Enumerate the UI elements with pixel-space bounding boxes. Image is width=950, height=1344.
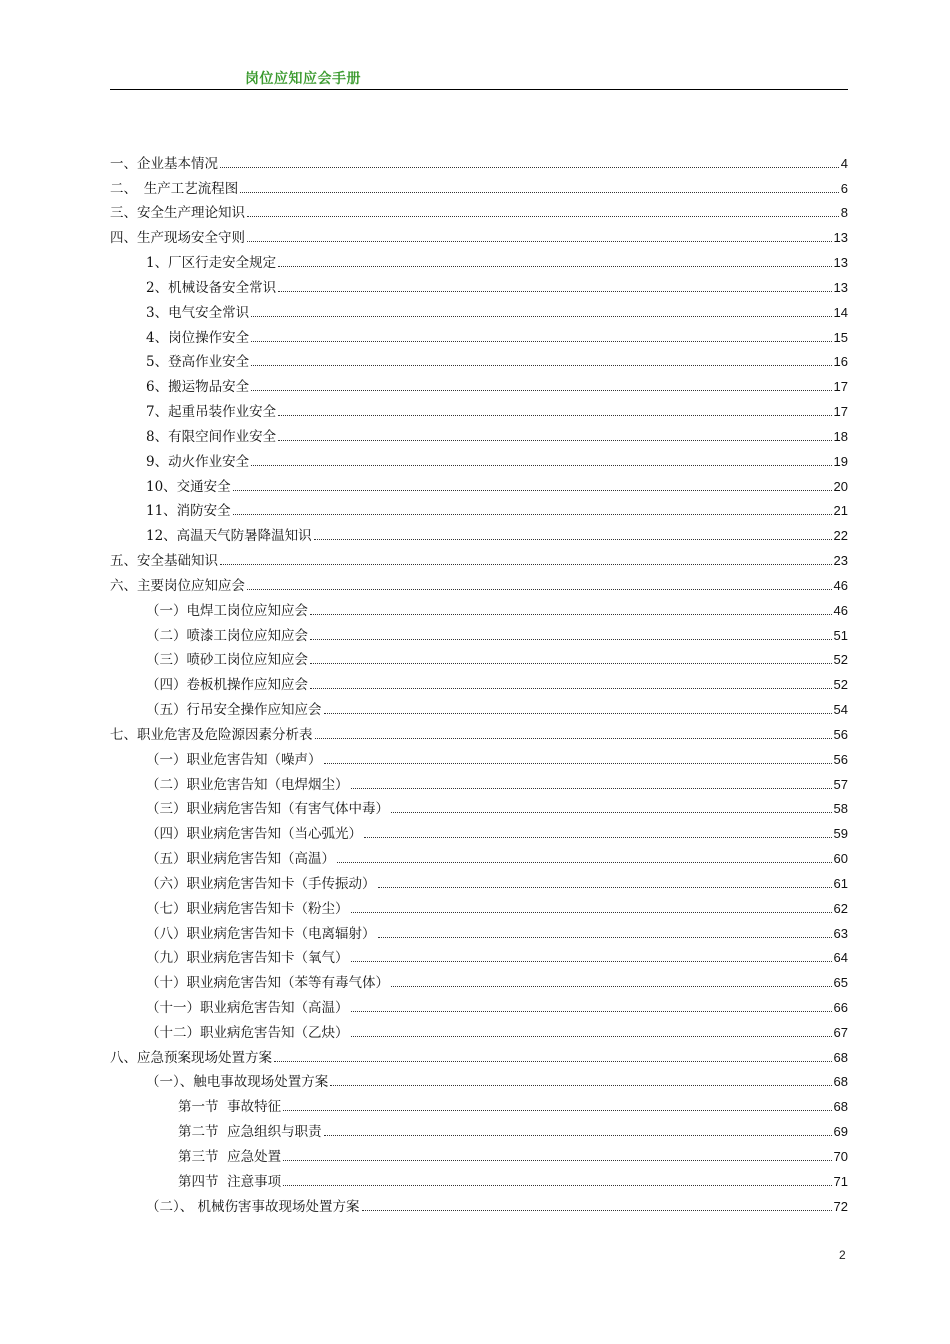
toc-entry-title: 一、企业基本情况: [110, 155, 218, 172]
toc-dot-leader: [351, 787, 832, 789]
toc-entry-title: 八、应急预案现场处置方案: [110, 1049, 272, 1066]
toc-entry[interactable]: [110, 1144, 848, 1169]
toc-entry-page: 70: [833, 1148, 848, 1164]
toc-entry-page: 57: [833, 776, 848, 792]
toc-entry[interactable]: [110, 1045, 848, 1070]
toc-entry-title: （三）喷砂工岗位应知应会: [146, 652, 308, 669]
toc-dot-leader: [351, 960, 832, 962]
toc-entry-title: 五、安全基础知识: [110, 553, 218, 570]
page-number: 2: [839, 1248, 846, 1262]
toc-entry-title: 六、主要岗位应知应会: [110, 577, 245, 594]
toc-entry-page: 13: [833, 230, 848, 246]
toc-dot-leader: [324, 1134, 832, 1136]
toc-entry-page: 46: [833, 602, 848, 618]
toc-dot-leader: [330, 1084, 831, 1086]
toc-entry-title: （一）、触电事故现场处置方案: [146, 1074, 329, 1091]
toc-dot-leader: [220, 563, 832, 565]
toc-entry-page: 51: [833, 627, 848, 643]
toc-entry[interactable]: [110, 499, 848, 524]
toc-entry-title: 3、电气安全常识: [146, 304, 250, 321]
toc-entry-title: 6、搬运物品安全: [146, 379, 250, 396]
toc-dot-leader: [364, 836, 832, 838]
toc-entry-title: （六）职业病危害告知卡（手传振动）: [146, 875, 376, 892]
toc-entry-title: 七、职业危害及危险源因素分析表: [110, 726, 313, 743]
toc-entry-page: 63: [833, 925, 848, 941]
toc-dot-leader: [278, 265, 831, 267]
toc-dot-leader: [278, 414, 831, 416]
toc-entry[interactable]: [110, 797, 848, 822]
toc-entry-page: 68: [833, 1074, 848, 1090]
toc-entry[interactable]: [110, 449, 848, 474]
toc-entry[interactable]: [110, 772, 848, 797]
toc-entry-title: （二）、 机械伤害事故现场处置方案: [146, 1198, 360, 1215]
toc-entry[interactable]: [110, 374, 848, 399]
toc-entry-page: 46: [833, 577, 848, 593]
toc-entry-page: 19: [833, 453, 848, 469]
toc-entry-page: 65: [833, 975, 848, 991]
toc-entry[interactable]: [110, 1094, 848, 1119]
toc-entry[interactable]: [110, 573, 848, 598]
toc-dot-leader: [351, 1010, 832, 1012]
toc-entry-page: 20: [833, 478, 848, 494]
toc-entry-title: （一）电焊工岗位应知应会: [146, 602, 308, 619]
toc-dot-leader: [247, 588, 832, 590]
toc-entry[interactable]: [110, 1194, 848, 1219]
toc-entry[interactable]: [110, 176, 848, 201]
toc-entry-title: （三）职业病危害告知（有害气体中毒）: [146, 801, 389, 818]
table-of-contents: [110, 151, 848, 1219]
toc-entry[interactable]: [110, 896, 848, 921]
toc-entry[interactable]: [110, 548, 848, 573]
toc-entry-title: 1、厂区行走安全规定: [146, 255, 277, 272]
toc-dot-leader: [233, 489, 832, 491]
toc-entry-page: 13: [833, 279, 848, 295]
toc-entry-page: 64: [833, 950, 848, 966]
toc-entry-title: 7、起重吊装作业安全: [146, 404, 277, 421]
page-header-title: 岗位应知应会手册: [245, 71, 361, 87]
toc-entry[interactable]: [110, 523, 848, 548]
toc-entry-page: 54: [833, 702, 848, 718]
toc-entry-title: （八）职业病危害告知卡（电离辐射）: [146, 925, 376, 942]
toc-entry-title: 第一节 事故特征: [178, 1099, 282, 1116]
toc-dot-leader: [351, 1035, 832, 1037]
toc-entry-page: 59: [833, 826, 848, 842]
toc-entry-page: 21: [833, 503, 848, 519]
toc-dot-leader: [247, 215, 839, 217]
toc-entry-title: 5、登高作业安全: [146, 354, 250, 371]
toc-dot-leader: [310, 687, 832, 689]
toc-entry[interactable]: [110, 598, 848, 623]
toc-entry[interactable]: [110, 1169, 848, 1194]
toc-entry-page: 16: [833, 354, 848, 370]
toc-entry-page: 61: [833, 875, 848, 891]
toc-entry[interactable]: [110, 350, 848, 375]
toc-entry-page: 69: [833, 1124, 848, 1140]
toc-entry-title: （十二）职业病危害告知（乙炔）: [146, 1024, 349, 1041]
toc-entry-title: （十）职业病危害告知（苯等有毒气体）: [146, 975, 389, 992]
toc-dot-leader: [251, 364, 831, 366]
toc-entry[interactable]: [110, 1070, 848, 1095]
toc-entry-title: 三、安全生产理论知识: [110, 205, 245, 222]
toc-entry-title: （五）行吊安全操作应知应会: [146, 702, 322, 719]
toc-entry-page: 17: [833, 379, 848, 395]
toc-dot-leader: [391, 811, 832, 813]
toc-dot-leader: [251, 315, 831, 317]
toc-dot-leader: [247, 240, 832, 242]
toc-dot-leader: [278, 439, 831, 441]
toc-entry-title: （九）职业病危害告知卡（氧气）: [146, 950, 349, 967]
toc-entry-page: 71: [833, 1173, 848, 1189]
toc-entry[interactable]: [110, 424, 848, 449]
toc-entry[interactable]: [110, 672, 848, 697]
toc-entry-title: 8、有限空间作业安全: [146, 428, 277, 445]
toc-dot-leader: [324, 762, 832, 764]
toc-entry-title: 四、生产现场安全守则: [110, 230, 245, 247]
toc-dot-leader: [251, 389, 831, 391]
toc-entry-title: （十一）职业病危害告知（高温）: [146, 999, 349, 1016]
toc-entry-title: 12、高温天气防暑降温知识: [146, 528, 312, 545]
toc-entry-title: （四）卷板机操作应知应会: [146, 677, 308, 694]
toc-entry-page: 72: [833, 1198, 848, 1214]
toc-dot-leader: [310, 638, 832, 640]
toc-entry[interactable]: [110, 1119, 848, 1144]
toc-dot-leader: [240, 191, 839, 193]
header-divider: [110, 89, 848, 90]
toc-dot-leader: [274, 1060, 832, 1062]
toc-entry[interactable]: [110, 399, 848, 424]
toc-dot-leader: [324, 712, 832, 714]
toc-entry[interactable]: [110, 648, 848, 673]
toc-entry-title: 二、 生产工艺流程图: [110, 180, 239, 197]
toc-entry-page: 58: [833, 801, 848, 817]
toc-entry-page: 52: [833, 677, 848, 693]
toc-entry[interactable]: [110, 846, 848, 871]
toc-entry-title: （七）职业病危害告知卡（粉尘）: [146, 900, 349, 917]
toc-entry-page: 23: [833, 553, 848, 569]
toc-entry-title: 第四节 注意事项: [178, 1173, 282, 1190]
toc-dot-leader: [314, 538, 832, 540]
toc-dot-leader: [251, 464, 831, 466]
toc-dot-leader: [378, 886, 832, 888]
toc-entry[interactable]: [110, 201, 848, 226]
toc-entry-page: 18: [833, 428, 848, 444]
toc-dot-leader: [278, 290, 831, 292]
toc-entry-page: 68: [833, 1049, 848, 1065]
toc-dot-leader: [362, 1209, 832, 1211]
toc-entry-page: 56: [833, 751, 848, 767]
toc-entry[interactable]: [110, 325, 848, 350]
toc-entry-page: 67: [833, 1024, 848, 1040]
toc-dot-leader: [283, 1159, 831, 1161]
toc-entry-title: （二）职业危害告知（电焊烟尘）: [146, 776, 349, 793]
toc-dot-leader: [391, 985, 832, 987]
toc-entry-page: 14: [833, 304, 848, 320]
toc-entry-title: （五）职业病危害告知（高温）: [146, 851, 335, 868]
toc-dot-leader: [283, 1184, 831, 1186]
toc-entry-title: 第二节 应急组织与职责: [178, 1124, 322, 1141]
toc-entry-page: 8: [840, 205, 848, 221]
toc-entry-page: 13: [833, 255, 848, 271]
toc-entry-title: 10、交通安全: [146, 478, 231, 495]
toc-dot-leader: [233, 513, 832, 515]
toc-entry[interactable]: [110, 722, 848, 747]
toc-entry-page: 52: [833, 652, 848, 668]
toc-dot-leader: [310, 613, 832, 615]
toc-entry-title: 第三节 应急处置: [178, 1148, 282, 1165]
toc-dot-leader: [220, 166, 839, 168]
toc-entry-title: （四）职业病危害告知（当心弧光）: [146, 826, 362, 843]
toc-entry[interactable]: [110, 300, 848, 325]
toc-entry[interactable]: [110, 747, 848, 772]
toc-entry[interactable]: [110, 946, 848, 971]
toc-entry[interactable]: [110, 623, 848, 648]
toc-entry[interactable]: [110, 970, 848, 995]
toc-dot-leader: [310, 662, 832, 664]
toc-entry-title: 9、动火作业安全: [146, 453, 250, 470]
toc-entry-page: 6: [840, 180, 848, 196]
toc-dot-leader: [378, 936, 832, 938]
toc-entry-title: （一）职业危害告知（噪声）: [146, 751, 322, 768]
toc-entry-page: 4: [840, 155, 848, 171]
toc-entry-title: （二）喷漆工岗位应知应会: [146, 627, 308, 644]
toc-dot-leader: [337, 861, 832, 863]
toc-entry[interactable]: [110, 871, 848, 896]
toc-entry[interactable]: [110, 995, 848, 1020]
toc-entry[interactable]: [110, 275, 848, 300]
toc-entry-page: 22: [833, 528, 848, 544]
toc-entry-page: 62: [833, 900, 848, 916]
toc-entry-page: 60: [833, 851, 848, 867]
toc-entry[interactable]: [110, 151, 848, 176]
toc-entry[interactable]: [110, 697, 848, 722]
toc-entry[interactable]: [110, 921, 848, 946]
toc-entry-page: 66: [833, 999, 848, 1015]
toc-dot-leader: [351, 911, 832, 913]
toc-dot-leader: [283, 1109, 831, 1111]
toc-entry[interactable]: [110, 821, 848, 846]
toc-entry[interactable]: [110, 225, 848, 250]
toc-entry[interactable]: [110, 250, 848, 275]
toc-entry-title: 4、岗位操作安全: [146, 329, 250, 346]
toc-entry[interactable]: [110, 1020, 848, 1045]
toc-entry-page: 68: [833, 1099, 848, 1115]
toc-dot-leader: [315, 737, 832, 739]
toc-entry-page: 17: [833, 404, 848, 420]
toc-entry-title: 2、机械设备安全常识: [146, 279, 277, 296]
toc-entry-title: 11、消防安全: [146, 503, 231, 520]
toc-entry[interactable]: [110, 474, 848, 499]
toc-dot-leader: [251, 340, 831, 342]
toc-entry-page: 15: [833, 329, 848, 345]
toc-entry-page: 56: [833, 726, 848, 742]
